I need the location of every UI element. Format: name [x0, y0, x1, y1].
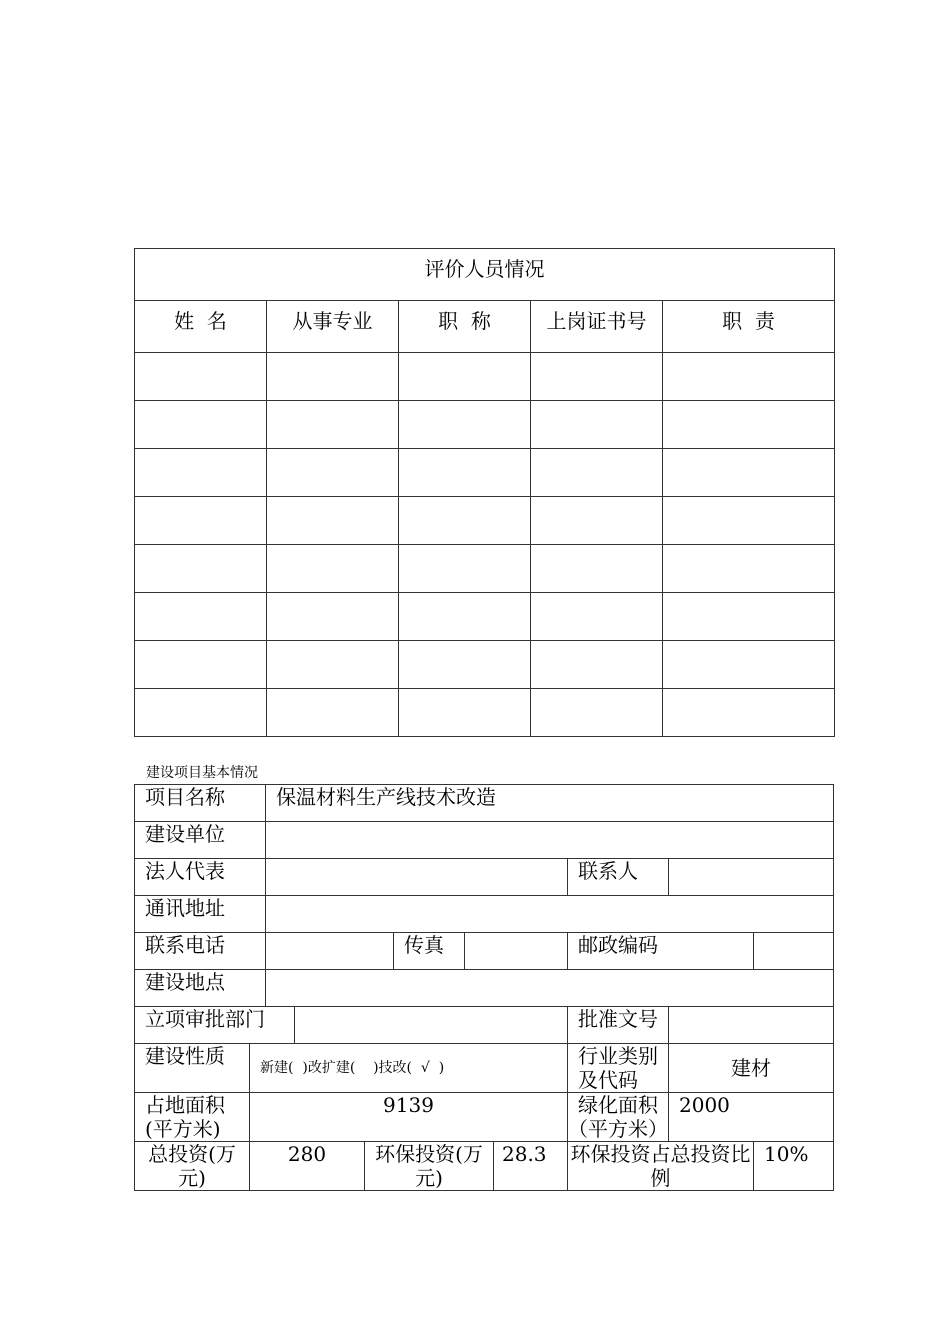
value-approval-dept [295, 1007, 568, 1044]
value-project-name: 保温材料生产线技术改造 [266, 785, 834, 822]
table-row [135, 497, 835, 545]
col-header-duty: 职 责 [663, 301, 835, 353]
label-industry: 行业类别及代码 [568, 1044, 669, 1093]
table-row [135, 401, 835, 449]
value-fax [465, 933, 568, 970]
value-env-ratio: 10% [754, 1142, 834, 1191]
project-table [134, 784, 834, 1191]
label-project-name: 项目名称 [135, 785, 266, 822]
value-contact [669, 859, 834, 896]
label-total-invest: 总投资(万元) [135, 1142, 250, 1191]
staff-table [134, 248, 835, 737]
value-total-invest: 280 [250, 1142, 365, 1191]
value-env-invest: 28.3 [494, 1142, 568, 1191]
value-approval-no [669, 1007, 834, 1044]
value-phone [266, 933, 394, 970]
label-fax: 传真 [394, 933, 465, 970]
label-approval-no: 批准文号 [568, 1007, 669, 1044]
label-phone: 联系电话 [135, 933, 266, 970]
value-unit [266, 822, 834, 859]
label-postcode: 邮政编码 [568, 933, 754, 970]
value-postcode [754, 933, 834, 970]
label-contact: 联系人 [568, 859, 669, 896]
value-address [266, 896, 834, 933]
label-unit: 建设单位 [135, 822, 266, 859]
label-legal-rep: 法人代表 [135, 859, 266, 896]
value-location [266, 970, 834, 1007]
table-row [135, 353, 835, 401]
label-env-ratio: 环保投资占总投资比例 [568, 1142, 754, 1191]
value-land-area: 9139 [250, 1093, 568, 1142]
table-row [135, 545, 835, 593]
value-industry: 建材 [669, 1044, 834, 1093]
label-green-area: 绿化面积（平方米） [568, 1093, 668, 1141]
value-green-area: 2000 [669, 1093, 834, 1142]
label-approval-dept: 立项审批部门 [135, 1007, 295, 1044]
staff-table-title: 评价人员情况 [135, 249, 835, 301]
table-row [135, 593, 835, 641]
label-env-invest: 环保投资(万元) [365, 1142, 494, 1191]
col-header-name: 姓 名 [135, 301, 267, 353]
table-row [135, 689, 835, 737]
label-address: 通讯地址 [135, 896, 266, 933]
table-row [135, 641, 835, 689]
label-nature: 建设性质 [135, 1044, 250, 1093]
table-row [135, 449, 835, 497]
label-location: 建设地点 [135, 970, 266, 1007]
project-caption: 建设项目基本情况 [146, 765, 258, 781]
col-header-title: 职 称 [399, 301, 531, 353]
label-land-area: 占地面积(平方米) [135, 1093, 250, 1142]
col-header-cert-no: 上岗证书号 [531, 301, 663, 353]
value-legal-rep [266, 859, 568, 896]
value-nature: 新建( )改扩建( )技改( √ ) [250, 1044, 568, 1093]
col-header-specialty: 从事专业 [267, 301, 399, 353]
